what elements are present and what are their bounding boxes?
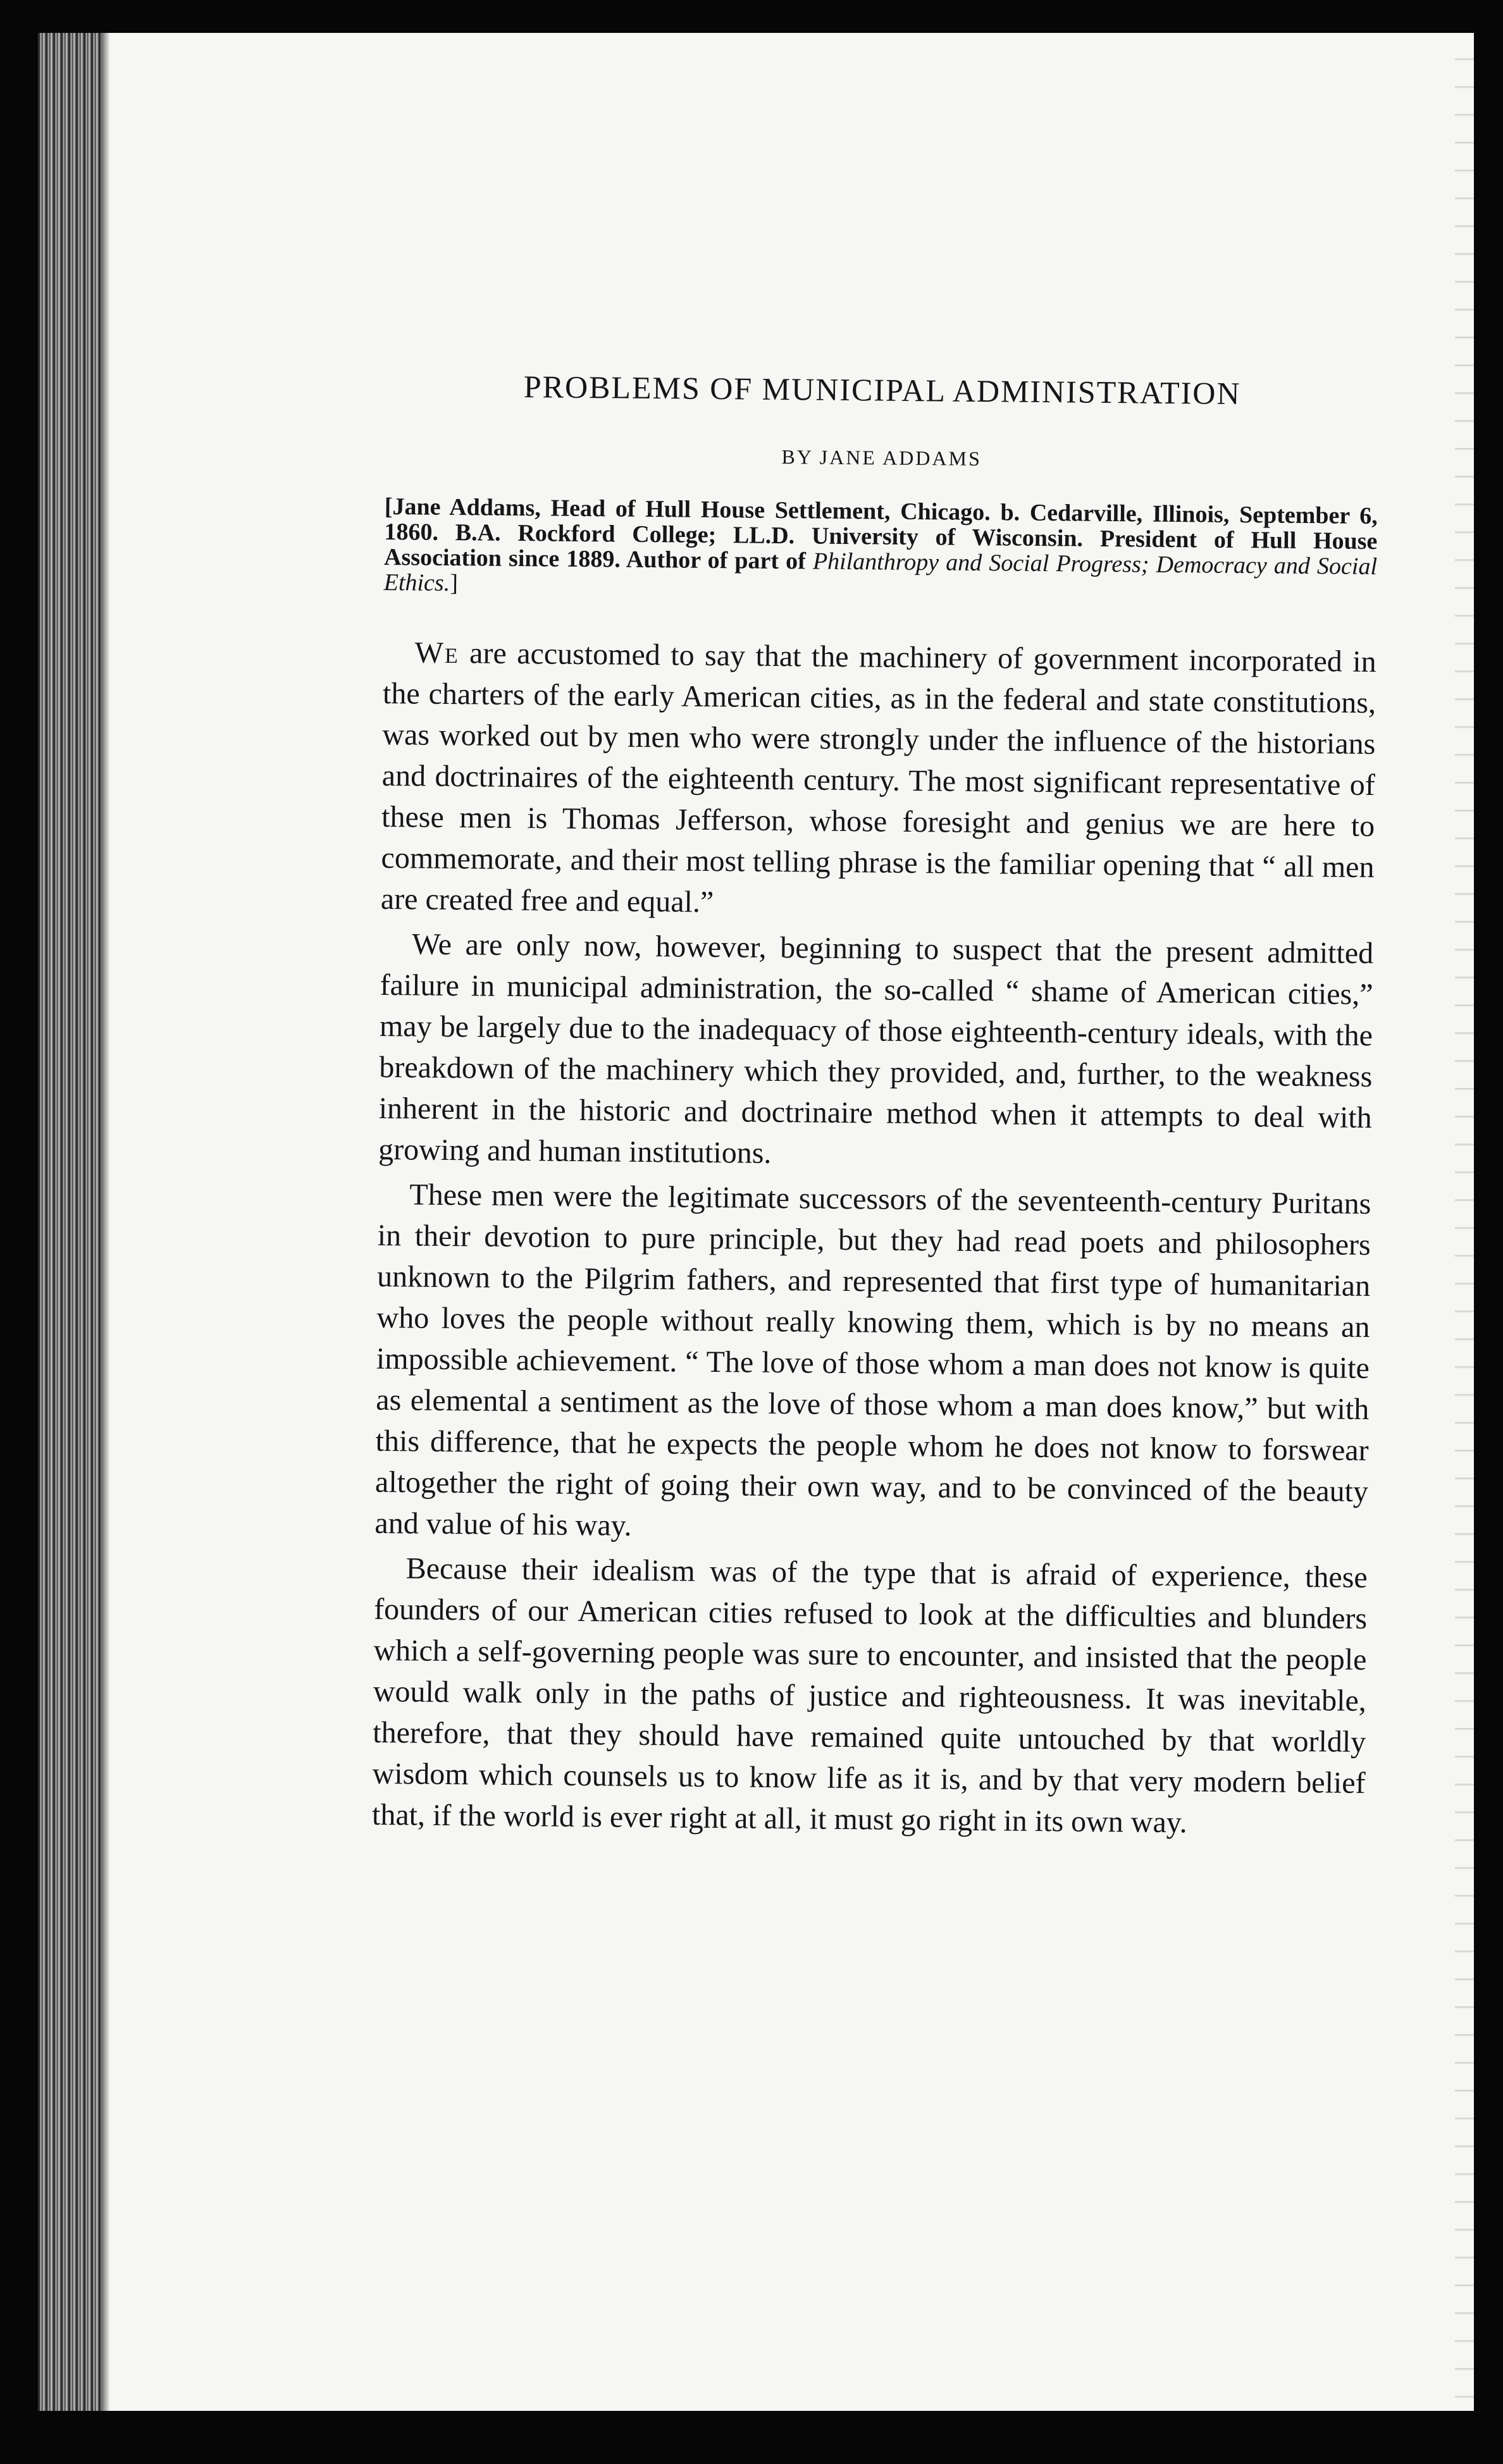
paragraph-1 (381, 632, 1376, 929)
page-edge-specks (1455, 33, 1474, 2411)
author-bio (384, 494, 1378, 605)
article-byline: BY JANE ADDAMS (781, 445, 982, 471)
book-spine-shadow (38, 33, 101, 2411)
article (372, 367, 1379, 1845)
paragraph-1-lead: We (414, 636, 459, 670)
paragraph-4: Because their idealism was of the type that is afraid of experience, these founders of our American cities refused to look at the difficulties and blunders which a self-governing people was sure to encounter, and insisted that the people would walk only in the paths of justice and righteousness. It was inevitable, therefore, that they should have remained quite untouched by that worldly wisdom which counsels us to know life as it is, and by that very modern belief that, if the world is ever right at all, it must go right in its own way. (371, 1551, 1368, 1840)
spine-edge (101, 33, 110, 2411)
paragraph-1-text: are accustomed to say that the machinery of government incorporated in the charters of the early American cities, as in the federal and state constitutions, was worked out by men who were strongly under the influence of the historians and doctrinaires of the eighteenth century. The most significant representative of these men is Thomas Jefferson, whose foresight and genius we are here to commemorate, and their most telling phrase is the familiar opening that “ all men are created free and equal.” (380, 636, 1376, 920)
article-title: PROBLEMS OF MUNICIPAL ADMINISTRATION (523, 369, 1241, 411)
author-bio-close: ] (450, 569, 459, 597)
paragraph-2: We are only now, however, beginning to suspect that the present admitted failure in municipal administration, the so-called “ shame of American cities,” may be largely due to the inadequacy of those eighteenth-century ideals, with the breakdown of the machinery which they provided, and, further, to the weakness inherent in the historic and doctrinaire method when it attempts to deal with growing and human institutions. (378, 927, 1374, 1170)
author-bio-books: Philanthropy and Social Progress; Democracy and Social Ethics. (383, 548, 1378, 596)
author-bio-main: [Jane Addams, Head of Hull House Settlement, Chicago. b. Cedarville, Illinois, September 6, 1860. B.A. Rockford College; LL.D. University of Wisconsin. President of Hull House Association since 1889. Author of part of (383, 493, 1378, 575)
paragraph-3: These men were the legitimate successors of the seventeenth-century Puritans in their devotion to pure principle, but they had read poets and philosophers unknown to the Pilgrim fathers, and represented that first type of humanitarian who loves the people without really knowing them, which is by no means an impossible achievement. “ The love of those whom a man does not know is quite as elemental a sentiment as the love of those whom a man does know,” but with this difference, that he expects the people whom he does not know to forswear altogether the right of going their own way, and to be convinced of the beauty and value of his way. (374, 1178, 1371, 1543)
